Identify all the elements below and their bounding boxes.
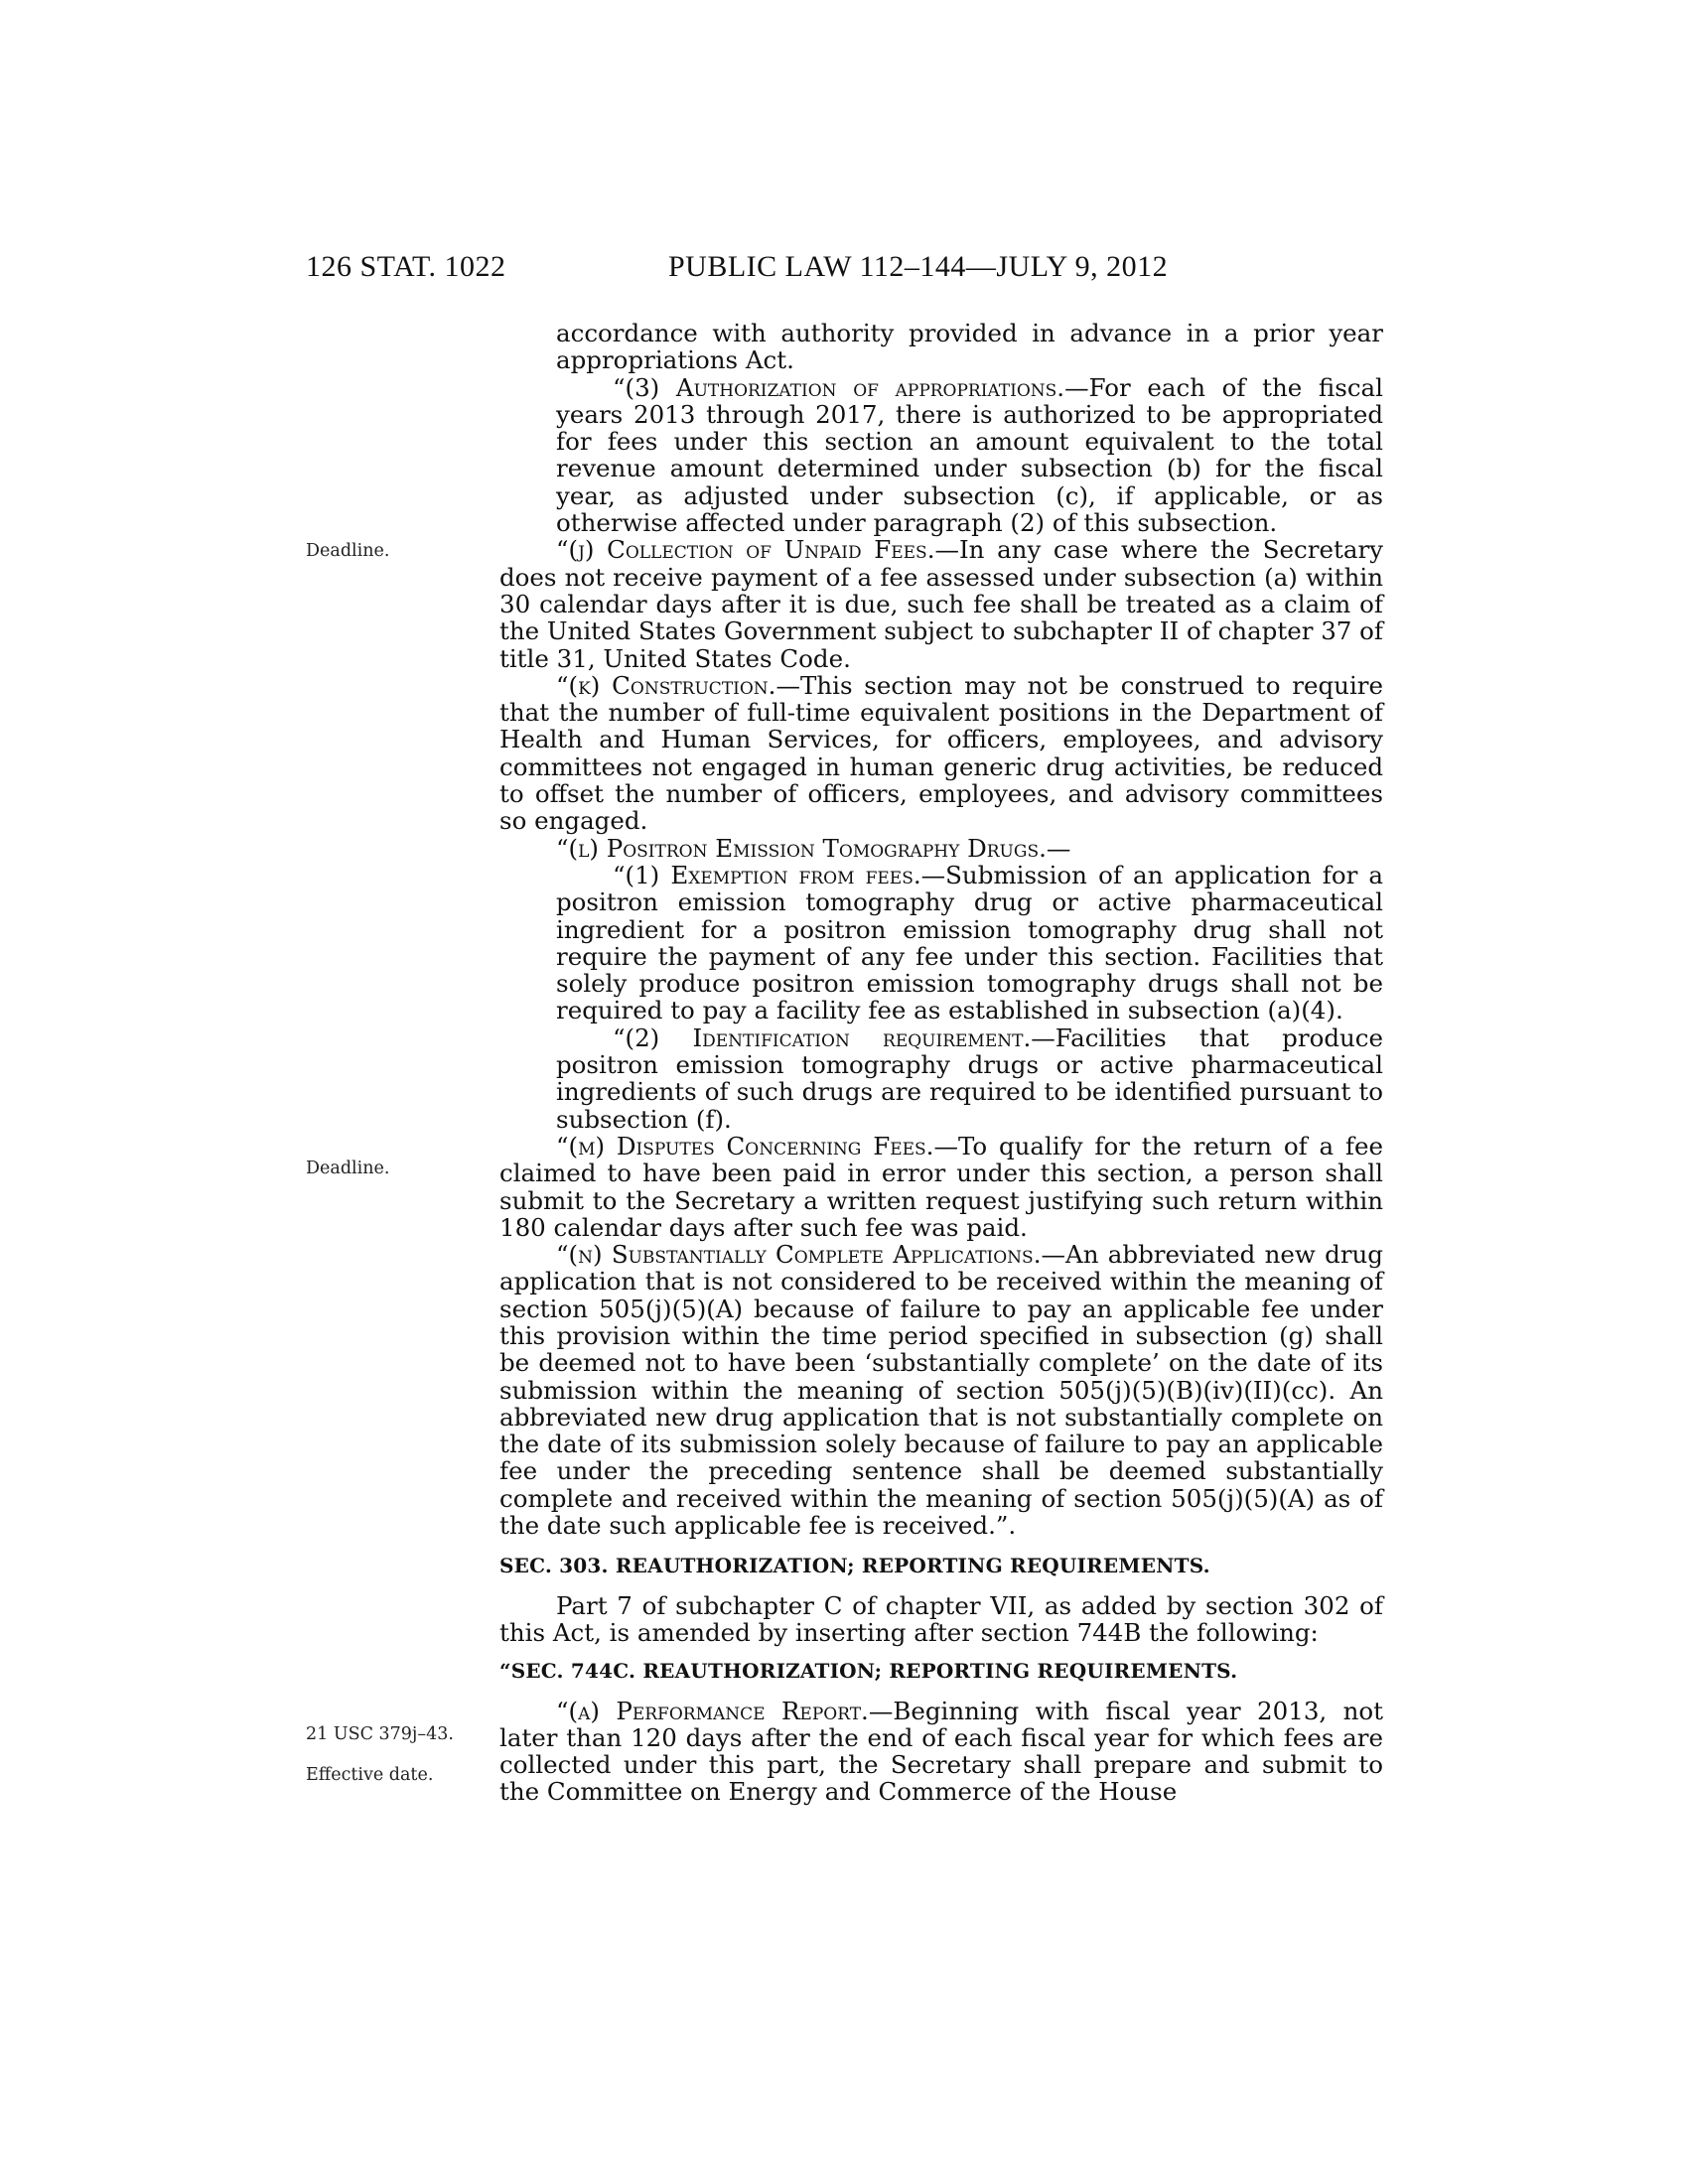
subsection-heading: “(n) Substantially Complete Applications. bbox=[556, 1240, 1042, 1270]
paragraph-identification-requirement: “(2) Identification requirement.—Facilities that produce positron emission tomography drugs or active pharmaceutical ingredients of such drugs are required to be identified pursuant to subsection (f). bbox=[556, 1023, 1383, 1134]
paragraph-authorization-of-appropriations: “(3) Authorization of appropriations.—For each of the fiscal years 2013 through 2017, there is authorized to be appropriated for fees under this section an amount equivalent to the total revenue amount determined under subsection (b) for the fiscal year, as adjusted under subsection (c), if applicable, or as otherwise affected under paragraph (2) of this subsection. bbox=[556, 372, 1383, 538]
section-744c-heading: “SEC. 744C. REAUTHORIZATION; REPORTING REQUIREMENTS. bbox=[499, 1659, 1238, 1684]
subsection-n-substantially-complete-applications: “(n) Substantially Complete Applications.—An abbreviated new drug application that is not considered to be received within the meaning of section 505(j)(5)(A) because of failure to pay an applicable fee under this provision within the time period specified in subsection (g) shall be deemed not to have been ‘substantially complete’ on the date of its submission within the meaning of section 505(j)(5)(B)(iv)(II)(cc). An abbreviated new drug application that is not substantially complete on the date of its submission solely because of failure to pay an applicable fee under the preceding sentence shall be deemed substantially complete and received within the meaning of section 505(j)(5)(A) as of the date such applicable fee is received.”. bbox=[499, 1240, 1383, 1541]
paragraph-exemption-from-fees: “(1) Exemption from fees.—Submission of an application for a positron emission tomography drug or active pharmaceutical ingredient for a positron emission tomography drug shall not require the payment of any fee under this section. Facilities that solely produce positron emission tomography drugs shall not be required to pay a facility fee as established in subsection (a)(4). bbox=[556, 860, 1383, 1025]
subsection-j-collection-of-unpaid-fees: “(j) Collection of Unpaid Fees.—In any case where the Secretary does not receive payment of a fee assessed under subsection (a) within 30 calendar days after it is due, such fee shall be treated as a claim of the United States Government subject to subchapter II of chapter 37 of title 31, United States Code. bbox=[499, 535, 1383, 673]
paragraph-heading: “(2) Identification requirement. bbox=[613, 1023, 1032, 1052]
margin-note-usc: 21 USC 379j–43. bbox=[306, 1724, 454, 1744]
paragraph-continuation: accordance with authority provided in advance in a prior year appropriations Act. bbox=[556, 319, 1383, 375]
subsection-heading: “(a) Performance Report. bbox=[556, 1696, 869, 1725]
body-text bbox=[499, 320, 1383, 1806]
subsection-l-pet-drugs bbox=[499, 835, 1383, 862]
subsection-k-construction: “(k) Construction.—This section may not be construed to require that the number of full-time equivalent positions in the Department of Health and Human Services, for officers, employees, and advisory committees not engaged in human generic drug activities, be reduced to offset the number of officers, employees, and advisory committees so engaged. bbox=[499, 670, 1383, 836]
paragraph-heading: “(1) Exemption from fees. bbox=[613, 860, 921, 889]
subsection-heading: “(l) Positron Emission Tomography Drugs.— bbox=[556, 833, 1071, 863]
page-header bbox=[306, 250, 1227, 290]
subsection-heading: “(k) Construction. bbox=[556, 670, 776, 700]
margin-note-effective-date: Effective date. bbox=[306, 1765, 434, 1785]
statute-page-number: 126 STAT. 1022 bbox=[306, 250, 506, 283]
subsection-heading: “(m) Disputes Concerning Fees. bbox=[556, 1131, 934, 1160]
section-303-heading: SEC. 303. REAUTHORIZATION; REPORTING REQUIREMENTS. bbox=[499, 1554, 1210, 1578]
paragraph-heading: “(3) Authorization of appropriations. bbox=[613, 372, 1065, 402]
margin-note-deadline: Deadline. bbox=[306, 1159, 390, 1178]
section-303-text: Part 7 of subchapter C of chapter VII, as added by section 302 of this Act, is amended by inserting after section 744B the following: bbox=[499, 1590, 1383, 1647]
subsection-heading: “(j) Collection of Unpaid Fees. bbox=[556, 535, 935, 565]
subsection-m-disputes-concerning-fees: “(m) Disputes Concerning Fees.—To qualify for the return of a fee claimed to have been paid in error under this section, a person shall submit to the Secretary a written request justifying such return within 180 calendar days after such fee was paid. bbox=[499, 1131, 1383, 1242]
margin-note-deadline: Deadline. bbox=[306, 541, 390, 561]
public-law-title: PUBLIC LAW 112–144—JULY 9, 2012 bbox=[668, 250, 1169, 283]
subsection-a-performance-report: “(a) Performance Report.—Beginning with fiscal year 2013, not later than 120 days after the end of each fiscal year for which fees are collected under this part, the Secretary shall prepare and submit to the Committee on Energy and Commerce of the House bbox=[499, 1696, 1383, 1807]
